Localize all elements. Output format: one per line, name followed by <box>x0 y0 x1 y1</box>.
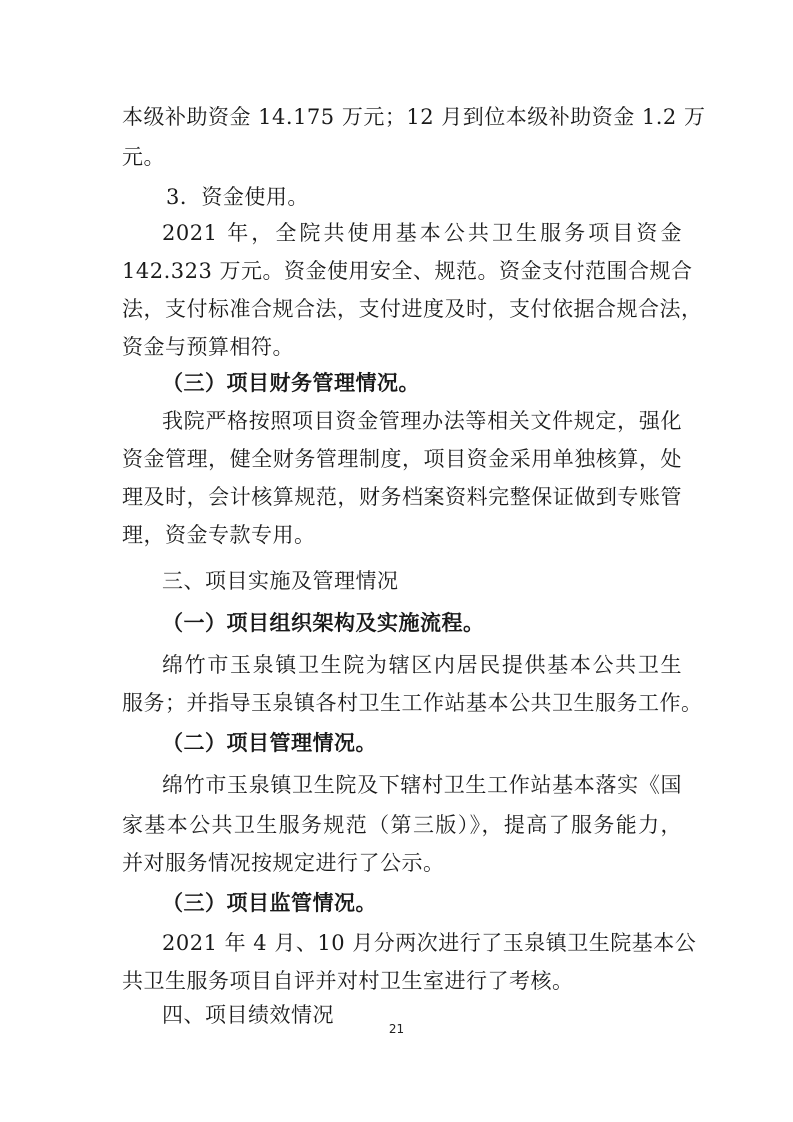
chapter-heading: 四、项目绩效情况 <box>162 1003 334 1027</box>
numbered-heading: 3．资金使用。 <box>166 185 309 209</box>
body-text-line: 我院严格按照项目资金管理办法等相关文件规定，强化 <box>162 409 682 433</box>
body-text-line: 理及时，会计核算规范，财务档案资料完整保证做到专账管 <box>122 485 682 509</box>
body-text-line: 家基本公共卫生服务规范（第三版）》，提高了服务能力， <box>122 813 682 837</box>
body-text-line: 绵竹市玉泉镇卫生院及下辖村卫生工作站基本落实《国 <box>162 773 682 797</box>
body-text-line: 法，支付标准合规合法，支付进度及时，支付依据合规合法， <box>122 297 703 321</box>
body-text-line: 资金管理，健全财务管理制度，项目资金采用单独核算，处 <box>122 447 682 471</box>
body-text-line: 2021 年，全院共使用基本公共卫生服务项目资金 <box>162 221 682 245</box>
body-text-line: 2021 年 4 月、10 月分两次进行了玉泉镇卫生院基本公 <box>162 931 697 955</box>
body-text-line: 绵竹市玉泉镇卫生院为辖区内居民提供基本公共卫生 <box>162 653 682 677</box>
body-text-line: 共卫生服务项目自评并对村卫生室进行了考核。 <box>122 969 574 993</box>
body-text-line: 服务；并指导玉泉镇各村卫生工作站基本公共卫生服务工作。 <box>122 691 703 715</box>
body-text-line: 元。 <box>122 145 165 169</box>
chapter-heading: 三、项目实施及管理情况 <box>162 569 399 593</box>
section-heading: （一）项目组织架构及实施流程。 <box>162 610 485 635</box>
page-number: 21 <box>388 1022 405 1036</box>
section-heading: （三）项目监管情况。 <box>162 890 377 915</box>
section-heading: （三）项目财务管理情况。 <box>162 370 420 395</box>
body-text-line: 资金与预算相符。 <box>122 335 294 359</box>
body-text-line: 本级补助资金 14.175 万元；12 月到位本级补助资金 1.2 万 <box>122 105 706 129</box>
body-text-line: 理，资金专款专用。 <box>122 523 316 547</box>
body-text-line: 并对服务情况按规定进行了公示。 <box>122 851 445 875</box>
section-heading: （二）项目管理情况。 <box>162 730 377 755</box>
body-text-line: 142.323 万元。资金使用安全、规范。资金支付范围合规合 <box>122 259 693 283</box>
